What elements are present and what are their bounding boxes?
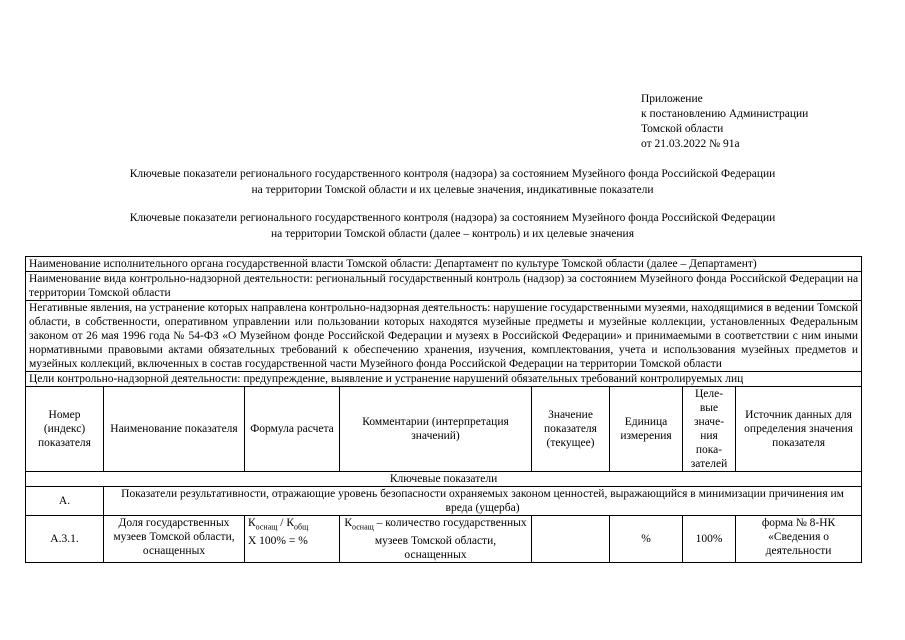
negative-phenomena-cell: Негативные явления, на устранение которых направлена контрольно-надзорная деятельность: нарушение государственными музеями, находящимися в ведении Томской области, в собственности, оперативном управлении или пользовании которых находятся музейные предметы и музейные коллекции, установленных Федеральным законом от 26 мая 1996 года № 54-ФЗ «О Музейном фонде Российской Федерации и музеях в Российской Федерации» и принимаемыми в соответствии с ним иными нормативными правовыми актами обязательных требований к обеспечению хранения, изучения, комплектования, учета и использования музейных предметов и музейных коллекций, включенных в состав государственной части Музейного фонда Российской Федерации на территории Томской области [26,301,862,372]
appendix-line: Приложение [641,93,703,105]
header-row [26,387,862,472]
header-formula: Формула расчета [245,387,340,472]
indicator-formula [245,516,340,563]
header-current: Значение показателя (текущее) [532,387,610,472]
section-key-indicators: Ключевые показатели [26,472,862,487]
document-title [0,166,905,198]
group-index: А. [26,487,104,516]
title-line: Ключевые показатели регионального государственного контроля (надзора) за состоянием Музейного фонда Российской Федерации [129,212,776,224]
formula-k1: К [248,517,256,529]
executive-body-cell: Наименование исполнительного органа государственной власти Томской области: Департамент по культуре Томской области (далее – Департамент) [26,257,862,272]
header-number: Номер (индекс) показателя [26,387,104,472]
table-row [26,272,862,301]
header-unit: Единица измерения [610,387,683,472]
comment-k: К [344,517,353,529]
header-name: Наименование показателя [104,387,245,472]
header-target: Целе-вые значе-ния пока-зателей [683,387,736,472]
comment-text: – количество государственных музеев Томской области, оснащенных [373,517,527,562]
indicator-row [26,516,862,563]
title-line: на территории Томской области и их целевые значения, индикативные показатели [251,184,654,196]
appendix-line: Томской области [641,123,724,135]
goals-cell: Цели контрольно-надзорной деятельности: предупреждение, выявление и устранение нарушений обязательных требований контролируемых лиц [26,372,862,387]
formula-k2-sub: общ [294,522,309,532]
formula-sep: / [277,517,287,529]
group-description: Показатели результативности, отражающие уровень безопасности охраняемых законом ценностей, выражающийся в минимизации причинения им вреда (ущерба) [104,487,862,516]
table-title [0,210,905,242]
indicator-target: 100% [683,516,736,563]
indicator-source: форма № 8-НК «Сведения о деятельности [736,516,862,563]
appendix-line: к постановлению Администрации [641,108,809,120]
appendix-line: от 21.03.2022 № 91а [641,138,740,150]
group-row [26,487,862,516]
title-line: на территории Томской области (далее – контроль) и их целевые значения [271,228,634,240]
indicators-table [25,256,862,563]
table-row [26,301,862,372]
header-source: Источник данных для определения значения показателя [736,387,862,472]
activity-type-cell: Наименование вида контрольно-надзорной деятельности: региональный государственный контроль (надзор) за состоянием Музейного фонда Российской Федерации на территории Томской области [26,272,862,301]
indicator-index: А.3.1. [26,516,104,563]
formula-k1-sub: оснащ [255,522,278,532]
indicator-name: Доля государственных музеев Томской области, оснащенных [104,516,245,563]
table-row [26,257,862,272]
table-row [26,372,862,387]
indicator-comment [340,516,532,563]
section-row [26,472,862,487]
header-comments: Комментарии (интерпретация значений) [340,387,532,472]
title-line: Ключевые показатели регионального государственного контроля (надзора) за состоянием Музейного фонда Российской Федерации [129,168,776,180]
appendix-block [641,92,808,152]
comment-k-sub: оснащ [352,522,374,532]
formula-k2: К [286,517,295,529]
indicator-current [532,516,610,563]
formula-tail: Х 100% = % [248,535,308,548]
indicator-unit: % [610,516,683,563]
